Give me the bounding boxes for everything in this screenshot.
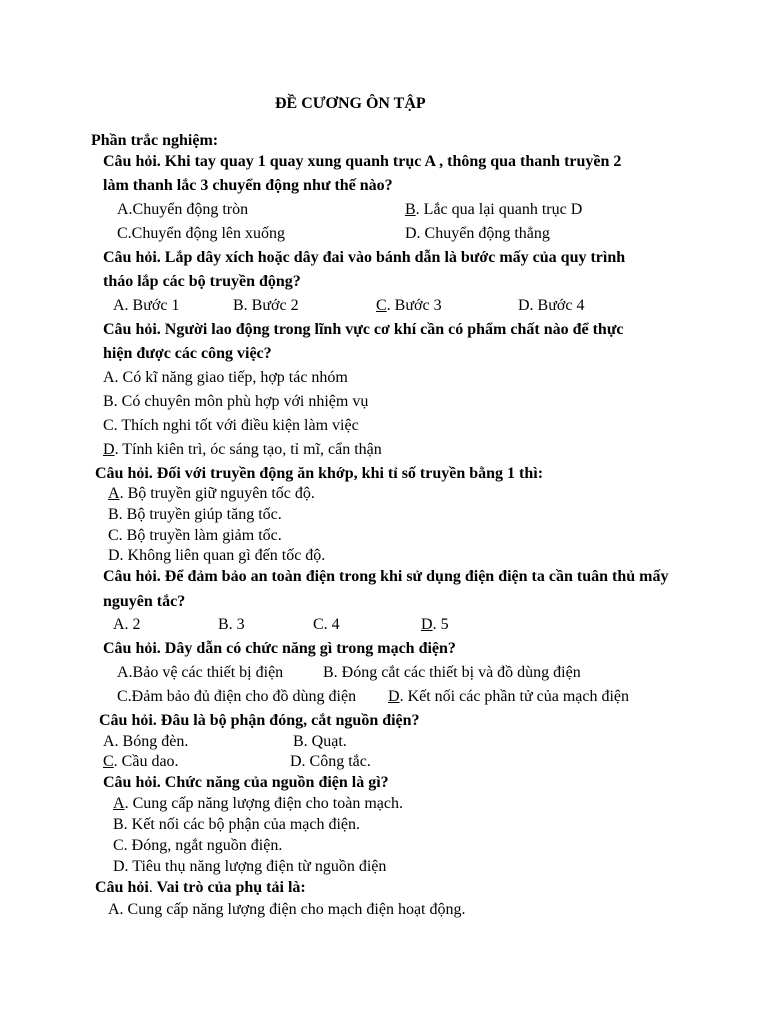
document-title: ĐỀ CƯƠNG ÔN TẬP <box>275 95 426 112</box>
question-1-option-c: C.Chuyển động lên xuống <box>117 225 285 242</box>
question-3-option-a: A. Có kĩ năng giao tiếp, hợp tác nhóm <box>103 369 348 386</box>
question-5-option-a: A. 2 <box>113 616 141 633</box>
question-7-option-a: A. Bóng đèn. <box>103 733 189 750</box>
question-5-option-c: C. 4 <box>313 616 340 633</box>
question-2-option-a: A. Bước 1 <box>113 297 180 314</box>
question-8-option-a: A. Cung cấp năng lượng điện cho toàn mạch. <box>113 795 403 812</box>
question-7-line-1: Câu hỏi. Đâu là bộ phận đóng, cắt nguồn điện? <box>99 712 420 729</box>
question-5-line-1: Câu hỏi. Để đảm bảo an toàn điện trong khi sử dụng điện điện ta cần tuân thủ mấy <box>103 568 669 585</box>
question-5-option-b: B. 3 <box>218 616 245 633</box>
question-3-line-2: hiện được các công việc? <box>103 345 272 362</box>
question-2-option-b: B. Bước 2 <box>233 297 299 314</box>
question-6-option-a: A.Bảo vệ các thiết bị điện <box>117 664 284 681</box>
question-1-line-1: Câu hỏi. Khi tay quay 1 quay xung quanh trục A , thông qua thanh truyền 2 <box>103 153 622 170</box>
question-3-option-b: B. Có chuyên môn phù hợp với nhiệm vụ <box>103 393 369 410</box>
question-1-option-d: D. Chuyển động thẳng <box>405 225 550 242</box>
question-1-option-a: A.Chuyển động tròn <box>117 201 249 218</box>
correct-answer-marker: D <box>421 616 433 633</box>
question-4-option-c: C. Bộ truyền làm giảm tốc. <box>108 527 282 544</box>
question-2-line-2: tháo lắp các bộ truyền động? <box>103 273 301 290</box>
question-6-option-b: B. Đóng cắt các thiết bị và đồ dùng điện <box>323 664 581 681</box>
question-1-line-2: làm thanh lắc 3 chuyển động như thế nào? <box>103 177 393 194</box>
question-9-option-a: A. Cung cấp năng lượng điện cho mạch điện hoạt động. <box>108 901 466 918</box>
question-3-option-d: D. Tính kiên trì, óc sáng tạo, tỉ mĩ, cẩn thận <box>103 441 382 458</box>
question-7-option-d: D. Công tắc. <box>290 753 371 770</box>
question-2-option-d: D. Bước 4 <box>518 297 585 314</box>
question-4-option-b: B. Bộ truyền giúp tăng tốc. <box>108 506 282 523</box>
correct-answer-marker: C <box>103 753 114 770</box>
question-7-option-b: B. Quạt. <box>293 733 347 750</box>
question-8-line-1: Câu hỏi. Chức năng của nguồn điện là gì? <box>103 774 389 791</box>
question-2-option-c: C. Bước 3 <box>376 297 442 314</box>
question-5-line-2: nguyên tắc? <box>103 593 186 610</box>
question-8-option-c: C. Đóng, ngắt nguồn điện. <box>113 837 283 854</box>
question-4-option-d: D. Không liên quan gì đến tốc độ. <box>108 547 326 564</box>
correct-answer-marker: D <box>103 441 115 458</box>
question-3-line-1: Câu hỏi. Người lao động trong lĩnh vực cơ khí cần có phẩm chất nào để thực <box>103 321 624 338</box>
correct-answer-marker: B <box>405 201 416 218</box>
question-8-option-b: B. Kết nối các bộ phận của mạch điện. <box>113 816 361 833</box>
correct-answer-marker: D <box>388 688 400 705</box>
question-3-option-c: C. Thích nghi tốt với điều kiện làm việc <box>103 417 359 434</box>
correct-answer-marker: A <box>108 485 120 502</box>
question-8-option-d: D. Tiêu thụ năng lượng điện từ nguồn điện <box>113 858 387 875</box>
question-4-option-a: A. Bộ truyền giữ nguyên tốc độ. <box>108 485 315 502</box>
question-6-option-c: C.Đảm bảo đủ điện cho đồ dùng điện <box>117 688 357 705</box>
question-2-line-1: Câu hỏi. Lắp dây xích hoặc dây đai vào bánh dẫn là bước mấy của quy trình <box>103 249 626 266</box>
section-heading: Phần trắc nghiệm: <box>91 132 219 149</box>
question-6-option-d: D. Kết nối các phần tử của mạch điện <box>388 688 630 705</box>
question-9-line-1: Câu hỏi. Vai trò của phụ tải là: <box>95 879 306 896</box>
correct-answer-marker: A <box>113 795 125 812</box>
question-6-line-1: Câu hỏi. Dây dẫn có chức năng gì trong mạch điện? <box>103 640 456 657</box>
question-4-line-1: Câu hỏi. Đối với truyền động ăn khớp, khi tỉ số truyền bằng 1 thì: <box>95 465 544 482</box>
question-7-option-c: C. Cầu dao. <box>103 753 179 770</box>
question-5-option-d: D. 5 <box>421 616 449 633</box>
question-1-option-b: B. Lắc qua lại quanh trục D <box>405 201 583 218</box>
correct-answer-marker: C <box>376 297 387 314</box>
